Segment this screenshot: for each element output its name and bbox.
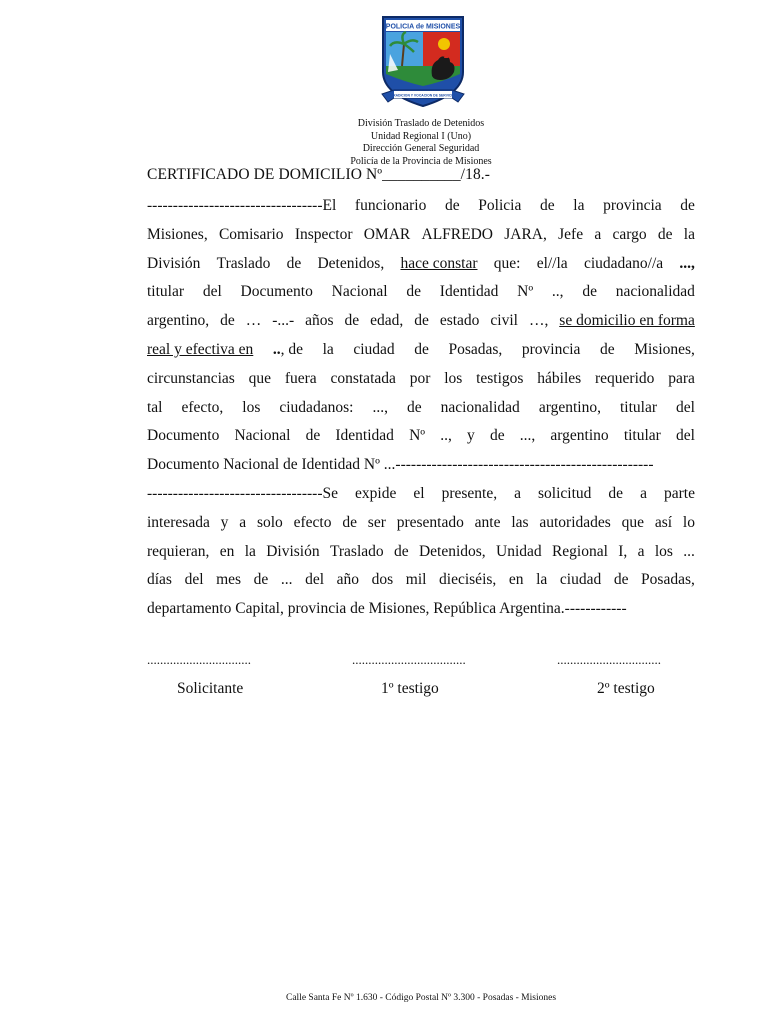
- word: de: [540, 197, 555, 214]
- word: mes: [216, 571, 242, 589]
- police-shield-logo: [380, 14, 466, 110]
- word: Misiones,: [634, 340, 695, 358]
- word: Documento: [240, 283, 313, 301]
- word: titular: [623, 427, 661, 445]
- word: presentado: [396, 513, 464, 531]
- word: Comisario: [218, 225, 284, 243]
- word: de: [445, 197, 460, 214]
- body-text-run: departamento Capital, provincia de Misiones, República Argentina.------------: [147, 600, 627, 618]
- word: ----------------------------------El: [147, 197, 337, 214]
- word: civil: [490, 312, 518, 330]
- word: de: [406, 398, 422, 416]
- body-line-9: [147, 422, 695, 451]
- body-line-5: [147, 307, 695, 336]
- word: JARA,: [504, 225, 547, 243]
- word: Unidad: [496, 542, 542, 560]
- word: Jefe: [558, 225, 584, 243]
- word: Nacional: [331, 283, 388, 301]
- word: parte: [663, 484, 695, 502]
- word: del: [676, 427, 695, 445]
- word: de: [657, 225, 673, 243]
- word: titular: [619, 398, 658, 416]
- word: ...: [683, 542, 695, 560]
- body-text-run: Documento Nacional de Identidad Nº ...--------------------------------------------------: [147, 456, 654, 474]
- word: los: [242, 398, 261, 416]
- signature-line-witness-1: ...................................: [352, 652, 466, 667]
- word: -...-: [272, 312, 295, 330]
- word: efecto: [293, 513, 332, 531]
- body-line-4: [147, 278, 695, 307]
- word: Regional: [551, 542, 608, 560]
- body-line-11: [147, 480, 695, 509]
- word: que: [248, 369, 271, 387]
- word: a: [640, 484, 647, 502]
- word: de: [582, 283, 597, 301]
- word: de: [344, 312, 360, 330]
- word: que:: [493, 254, 521, 272]
- bold-tail: .., de: [272, 340, 303, 358]
- footer-address: Calle Santa Fe Nº 1.630 - Código Postal Nº 3.300 - Posadas - Misiones: [285, 993, 557, 1003]
- word: por: [409, 369, 431, 387]
- word: del: [202, 283, 222, 301]
- word: solicitud: [538, 484, 592, 502]
- signature-line-applicant: ................................: [147, 652, 251, 667]
- word: a: [637, 542, 645, 560]
- word: de: [220, 312, 235, 330]
- word: los: [444, 369, 463, 387]
- word: Detenidos,: [418, 542, 486, 560]
- word: provincia: [521, 340, 581, 358]
- word: de: [305, 427, 321, 445]
- word: a: [239, 513, 247, 531]
- word: del: [676, 398, 695, 416]
- word: ciudad: [559, 571, 602, 589]
- body-line-6: [147, 336, 695, 365]
- body-line-8: [147, 394, 695, 423]
- word: interesada: [147, 513, 210, 531]
- word: constatada: [330, 369, 396, 387]
- word: año: [336, 571, 360, 589]
- word: ..,: [440, 427, 452, 445]
- document-title: CERTIFICADO DE DOMICILIO Nº__________/18.-: [147, 166, 491, 183]
- word: edad,: [370, 312, 404, 330]
- word: autoridades: [539, 513, 611, 531]
- underlined-phrase: hace constar: [400, 254, 478, 272]
- word: expide: [355, 484, 397, 502]
- word: del: [184, 571, 204, 589]
- word: OMAR: [363, 225, 411, 243]
- body-line-14: [147, 566, 695, 595]
- word: años: [305, 312, 334, 330]
- signature-line-witness-2: ................................: [557, 652, 661, 667]
- logo-banner-text: POLICIA de MISIONES: [385, 23, 461, 31]
- word: presente,: [441, 484, 498, 502]
- word: Nº: [517, 283, 534, 301]
- word: de: [342, 513, 357, 531]
- word: …: [245, 312, 262, 330]
- word: días: [147, 571, 172, 589]
- signature-label-witness-2: 2º testigo: [597, 680, 655, 697]
- word: el//la: [536, 254, 568, 272]
- word: requieran,: [147, 542, 210, 560]
- word: tal: [147, 398, 163, 416]
- body-line-15: [147, 595, 695, 624]
- word: Documento: [147, 427, 220, 445]
- word: la: [244, 542, 256, 560]
- word: del: [305, 571, 325, 589]
- word: argentino: [550, 427, 609, 445]
- word: …,: [528, 312, 549, 330]
- word: Posadas,: [448, 340, 503, 358]
- word: y: [220, 513, 229, 531]
- certificate-body: [147, 192, 695, 624]
- word: de: [253, 571, 269, 589]
- word: los: [654, 542, 673, 560]
- word: la: [683, 225, 695, 243]
- body-line-10: [147, 451, 695, 480]
- body-line-1: [147, 192, 695, 221]
- header-line: Dirección General Seguridad: [362, 143, 480, 155]
- underlined-phrase: real y efectiva en: [147, 340, 254, 358]
- word: ciudad: [353, 340, 395, 358]
- word: Traslado: [216, 254, 271, 272]
- body-line-12: [147, 509, 695, 538]
- word: cargo: [612, 225, 647, 243]
- word: División: [266, 542, 320, 560]
- word: fuera: [284, 369, 317, 387]
- word: a: [594, 225, 602, 243]
- word: ciudadano//a: [583, 254, 664, 272]
- word: hábiles: [537, 369, 582, 387]
- word: ...: [280, 571, 293, 589]
- word: el: [413, 484, 425, 502]
- word: ...,: [519, 427, 536, 445]
- word: de: [613, 571, 629, 589]
- word: de: [608, 484, 624, 502]
- word: para: [668, 369, 695, 387]
- word: requerido: [595, 369, 655, 387]
- word: de: [406, 283, 422, 301]
- word: la: [573, 197, 585, 214]
- header-block: [300, 118, 542, 168]
- word: solo: [256, 513, 283, 531]
- word: así: [654, 513, 673, 531]
- word: Posadas,: [641, 571, 695, 589]
- word: efecto,: [181, 398, 224, 416]
- word: Identidad: [335, 427, 394, 445]
- word: de: [680, 197, 695, 214]
- header-line: Unidad Regional I (Uno): [370, 130, 472, 142]
- body-line-13: [147, 538, 695, 567]
- word: en: [508, 571, 524, 589]
- word: nacionalidad: [615, 283, 695, 301]
- word: lo: [682, 513, 695, 531]
- word: en: [219, 542, 235, 560]
- word: de: [393, 542, 409, 560]
- word: estado: [439, 312, 480, 330]
- word: de: [489, 427, 505, 445]
- word: ..,: [551, 283, 564, 301]
- word: testigos: [476, 369, 524, 387]
- word: la: [536, 571, 548, 589]
- header-line: Policía de la Provincia de Misiones: [350, 155, 492, 167]
- word: titular: [147, 283, 185, 301]
- underlined-phrase: se domicilio en forma: [559, 312, 695, 330]
- word: Inspector: [294, 225, 353, 243]
- word: División: [147, 254, 201, 272]
- word: mil: [405, 571, 427, 589]
- signature-label-witness-1: 1º testigo: [381, 680, 439, 697]
- word: dieciséis,: [439, 571, 497, 589]
- word: ante: [474, 513, 501, 531]
- word: de: [414, 340, 429, 358]
- word: circunstancias: [147, 369, 235, 387]
- word: a: [514, 484, 521, 502]
- body-line-2: [147, 221, 695, 250]
- word: Nº: [409, 427, 426, 445]
- body-line-7: [147, 365, 695, 394]
- logo-ribbon-text: TRADICION Y VOCACION DE SERVICIO: [391, 93, 455, 98]
- word: ALFREDO: [421, 225, 493, 243]
- word: de: [600, 340, 615, 358]
- word: de: [414, 312, 429, 330]
- word: Identidad: [439, 283, 499, 301]
- word: argentino,: [538, 398, 601, 416]
- word: I,: [618, 542, 628, 560]
- word: Detenidos,: [317, 254, 385, 272]
- word: Nacional: [234, 427, 291, 445]
- bold-placeholder: ...,: [679, 254, 695, 272]
- word: las: [511, 513, 529, 531]
- body-line-3: [147, 250, 695, 279]
- word: nacionalidad: [440, 398, 520, 416]
- header-line: División Traslado de Detenidos: [357, 118, 485, 129]
- word: ciudadanos:: [279, 398, 354, 416]
- word: Policia: [478, 197, 522, 214]
- word: Traslado: [329, 542, 384, 560]
- word: la: [322, 340, 334, 358]
- word: dos: [371, 571, 394, 589]
- word: y: [467, 427, 475, 445]
- word: ser: [367, 513, 386, 531]
- word: que: [621, 513, 645, 531]
- word: argentino,: [147, 312, 210, 330]
- word: provincia: [603, 197, 662, 214]
- word: Misiones,: [147, 225, 208, 243]
- word: ----------------------------------Se: [147, 484, 338, 502]
- word: de: [286, 254, 302, 272]
- word: funcionario: [354, 197, 427, 214]
- signature-label-applicant: Solicitante: [177, 680, 244, 697]
- word: ...,: [372, 398, 388, 416]
